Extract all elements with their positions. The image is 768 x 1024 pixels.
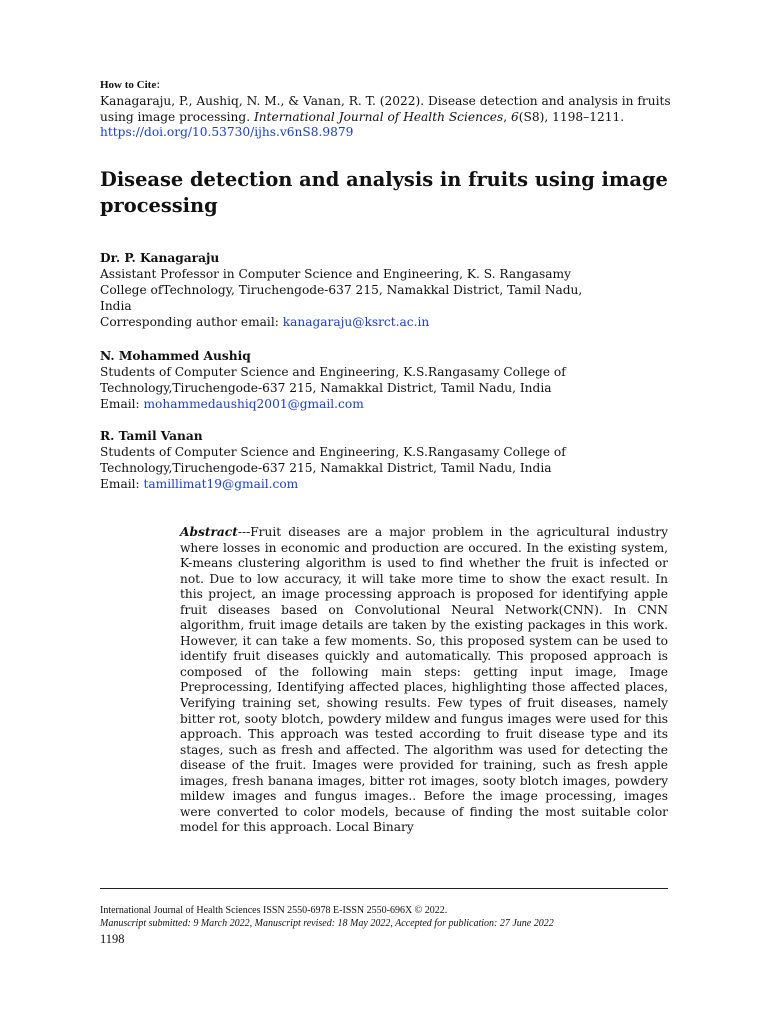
author-block-2	[100, 349, 680, 413]
cite-heading	[100, 77, 680, 94]
abstract-label: Abstract	[180, 525, 238, 539]
author-email-link[interactable]: kanagaraju@ksrct.ac.in	[282, 314, 430, 329]
author-affiliation-line: Technology,Tiruchengode-637 215, Namakkal District, Tamil Nadu, India	[100, 460, 552, 475]
author-affiliation-line: College ofTechnology, Tiruchengode-637 215, Namakkal District, Tamil Nadu,	[100, 282, 583, 297]
email-label: Email:	[100, 476, 144, 491]
author-name: N. Mohammed Aushiq	[100, 349, 251, 363]
author-email-link[interactable]: mohammedaushiq2001@gmail.com	[143, 396, 364, 411]
doi-link[interactable]: https://doi.org/10.53730/ijhs.v6nS8.9879	[100, 125, 354, 140]
author-block-1	[100, 251, 680, 331]
footer-journal-line: International Journal of Health Sciences ISSN 2550-6978 E-ISSN 2550-696X © 2022.	[100, 905, 448, 916]
page-number: 1198	[100, 932, 125, 946]
footer-divider	[100, 888, 668, 889]
author-affiliation-line: Students of Computer Science and Engineering, K.S.Rangasamy College of	[100, 364, 566, 379]
abstract	[180, 525, 668, 836]
cite-authors-title: Kanagaraju, P., Aushiq, N. M., & Vanan, R. T. (2022). Disease detection and analysis in fruits using image processing.	[100, 93, 671, 124]
author-name: R. Tamil Vanan	[100, 429, 203, 443]
author-affiliation-line: Technology,Tiruchengode-637 215, Namakkal District, Tamil Nadu, India	[100, 380, 552, 395]
how-to-cite	[100, 77, 680, 141]
author-affiliation-line: India	[100, 298, 132, 313]
author-email-link[interactable]: tamillimat19@gmail.com	[143, 476, 299, 491]
email-label: Email:	[100, 396, 144, 411]
author-name: Dr. P. Kanagaraju	[100, 251, 220, 265]
abstract-text: ---Fruit diseases are a major problem in the agricultural industry where losses in economic and production are occured. In the existing system, K-means clustering algorithm is used to find whether the fruit is infected or not. Due to low accuracy, it will take more time to show the exact result. In this project, an image processing approach is proposed for identifying apple fruit diseases based on Convolutional Neural Network(CNN). In CNN algorithm, fruit image details are taken by the existing packages in this work. However, it can take a few moments. So, this proposed system can be used to identify fruit diseases quickly and automatically. This proposed approach is composed of the following main steps: getting input image, Image Preprocessing, Identifying affected places, highlighting those affected places, Verifying training set, showing results. Few types of fruit diseases, namely bitter rot, sooty blotch, powdery mildew and fungus images were used for this approach. This approach was tested according to fruit disease type and its stages, such as fresh and affected. The algorithm was used for detecting the disease of the fruit. Images were provided for training, such as fresh apple images, fresh banana images, bitter rot images, sooty blotch images, powdery mildew images and fungus images.. Before the image processing, images were converted to color models, because of finding the most suitable color model for this approach. Local Binary	[180, 525, 668, 835]
author-block-3	[100, 429, 680, 493]
footer-manuscript-dates: Manuscript submitted: 9 March 2022, Manuscript revised: 18 May 2022, Accepted for publication: 27 June 2022	[100, 917, 554, 929]
cite-comma: ,	[503, 109, 511, 124]
paper-title: Disease detection and analysis in fruits using image processing	[100, 168, 668, 217]
author-affiliation-line: Students of Computer Science and Engineering, K.S.Rangasamy College of	[100, 444, 566, 459]
author-affiliation-line: Assistant Professor in Computer Science and Engineering, K. S. Rangasamy	[100, 266, 571, 281]
cite-issue-pages: (S8), 1198–1211.	[518, 109, 625, 124]
email-label: Corresponding author email:	[100, 314, 283, 329]
page-footer	[100, 905, 700, 946]
cite-reference	[100, 94, 680, 126]
cite-volume: 6	[511, 109, 519, 124]
cite-label: How to Cite	[100, 79, 157, 91]
cite-colon: :	[156, 77, 161, 91]
cite-journal: International Journal of Health Sciences	[253, 109, 504, 124]
